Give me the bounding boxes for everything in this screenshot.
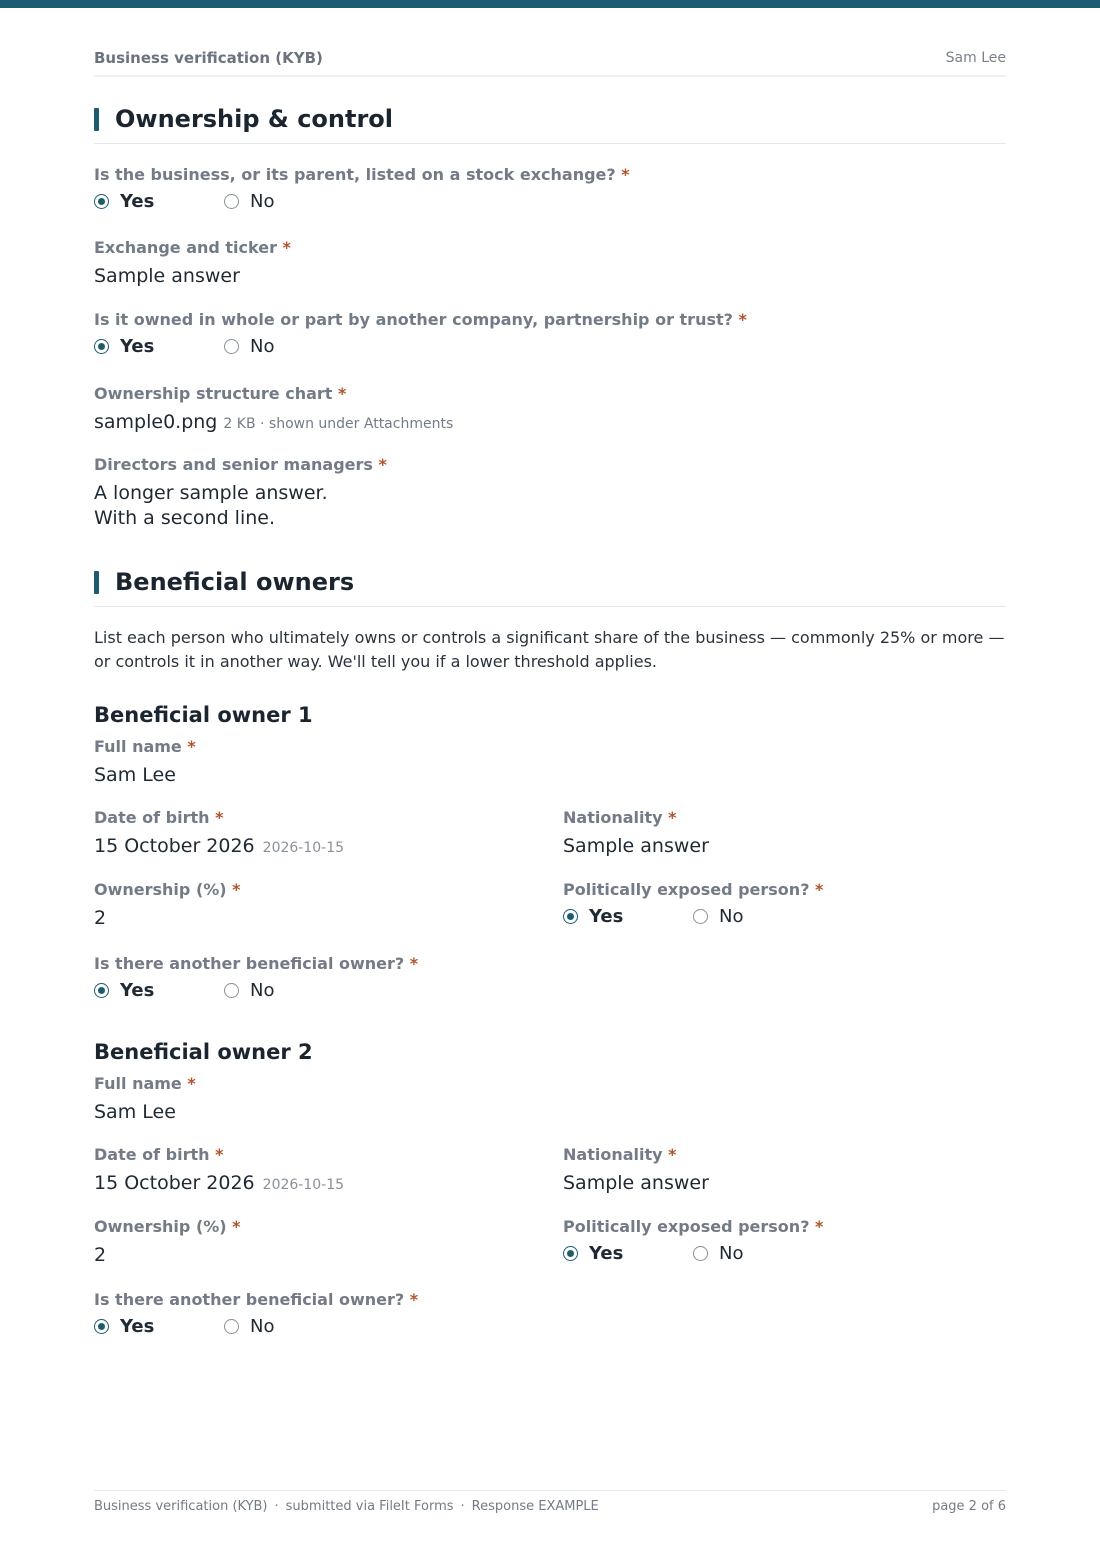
field-label: Nationality *	[563, 1145, 677, 1164]
field-value: Sample answer	[563, 835, 709, 857]
field-label: Ownership (%) *	[94, 880, 241, 899]
owner-1-another-owner	[94, 954, 418, 1002]
required-marker: *	[187, 1074, 196, 1093]
required-marker: *	[621, 165, 630, 184]
radio-option-yes[interactable]: Yes	[94, 336, 154, 357]
owner-2-ownership	[94, 1217, 241, 1268]
owner-2-full-name	[94, 1074, 196, 1125]
field-label: Directors and senior managers *	[94, 455, 387, 474]
required-marker: *	[409, 954, 419, 973]
radio-option-yes[interactable]: Yes	[94, 980, 154, 1001]
radio-unselected-icon[interactable]	[224, 1319, 239, 1334]
document-title: Business verification (KYB)	[94, 49, 323, 67]
field-label: Politically exposed person? *	[563, 880, 824, 899]
section-title: Beneficial owners	[115, 568, 355, 596]
section-marker	[94, 108, 99, 131]
required-marker: *	[378, 455, 387, 474]
footer-via: submitted via FileIt Forms	[285, 1499, 454, 1514]
footer-response: Response EXAMPLE	[471, 1499, 599, 1514]
field-label: Is there another beneficial owner? *	[94, 954, 419, 973]
field-value: Sam Lee	[94, 764, 176, 786]
field-label: Exchange and ticker *	[94, 238, 291, 257]
radio-selected-icon[interactable]	[94, 339, 109, 354]
radio-unselected-icon[interactable]	[224, 194, 239, 209]
top-accent-bar	[0, 0, 1100, 8]
owner-2-nationality	[563, 1145, 709, 1196]
field-label: Ownership (%) *	[94, 1217, 241, 1236]
field-label: Date of birth *	[94, 808, 224, 827]
field-label: Is the business, or its parent, listed on a stock exchange? *	[94, 165, 630, 184]
field-label: Is there another beneficial owner? *	[94, 1290, 419, 1309]
user-name: Sam Lee	[945, 50, 1006, 66]
radio-option-yes[interactable]: Yes	[563, 906, 623, 927]
radio-option-no[interactable]: No	[693, 906, 743, 927]
radio-unselected-icon[interactable]	[693, 909, 708, 924]
radio-selected-icon[interactable]	[563, 1246, 578, 1261]
field-listed-exchange	[94, 165, 630, 213]
owner-1-date-of-birth	[94, 808, 344, 861]
required-marker: *	[338, 384, 347, 403]
field-owned-by-entity	[94, 310, 747, 358]
radio-option-no[interactable]: No	[693, 1243, 743, 1264]
radio-option-no[interactable]: No	[224, 1316, 274, 1337]
owner-2-another-owner	[94, 1290, 418, 1338]
radio-unselected-icon[interactable]	[693, 1246, 708, 1261]
iso-date: 2026-10-15	[262, 1177, 345, 1193]
required-marker: *	[187, 737, 196, 756]
radio-selected-icon[interactable]	[563, 909, 578, 924]
required-marker: *	[815, 880, 824, 899]
radio-selected-icon[interactable]	[94, 983, 109, 998]
required-marker: *	[232, 1217, 241, 1236]
radio-selected-icon[interactable]	[94, 194, 109, 209]
owner-1-pep	[563, 880, 823, 928]
owner-2-pep	[563, 1217, 823, 1265]
section-marker	[94, 571, 99, 594]
radio-option-yes[interactable]: Yes	[563, 1243, 623, 1264]
radio-group	[94, 1316, 418, 1338]
required-marker: *	[282, 238, 291, 257]
attachment-meta: 2 KB · shown under Attachments	[223, 416, 454, 432]
radio-option-yes[interactable]: Yes	[94, 191, 154, 212]
field-label: Full name *	[94, 737, 196, 756]
section-title: Ownership & control	[115, 105, 394, 133]
field-value: Sample answer	[563, 1172, 709, 1194]
field-label: Full name *	[94, 1074, 196, 1093]
field-value: 15 October 2026 2026-10-15	[94, 835, 345, 857]
required-marker: *	[409, 1290, 419, 1309]
field-label: Date of birth *	[94, 1145, 224, 1164]
owner-1-full-name	[94, 737, 196, 788]
field-label: Ownership structure chart *	[94, 384, 347, 403]
field-value: Sam Lee	[94, 1101, 176, 1123]
field-value-line-2: With a second line.	[94, 507, 275, 529]
iso-date: 2026-10-15	[262, 840, 345, 856]
required-marker: *	[815, 1217, 824, 1236]
section-beneficial-owners	[94, 568, 1006, 607]
required-marker: *	[668, 1145, 677, 1164]
radio-option-yes[interactable]: Yes	[94, 1316, 154, 1337]
radio-unselected-icon[interactable]	[224, 339, 239, 354]
field-directors	[94, 455, 387, 531]
footer-left: Business verification (KYB) · submitted via FileIt Forms · Response EXAMPLE	[94, 1499, 599, 1514]
owner-1-heading: Beneficial owner 1	[94, 703, 313, 727]
field-value	[94, 410, 453, 437]
attachment-filename[interactable]: sample0.png	[94, 411, 218, 433]
radio-group	[563, 906, 823, 928]
field-value: 2	[94, 907, 107, 929]
required-marker: *	[668, 808, 677, 827]
radio-group	[94, 191, 630, 213]
radio-option-no[interactable]: No	[224, 191, 274, 212]
running-header	[94, 49, 1006, 77]
owner-1-ownership	[94, 880, 241, 931]
radio-option-no[interactable]: No	[224, 336, 274, 357]
required-marker: *	[738, 310, 747, 329]
page-footer	[94, 1490, 1006, 1520]
radio-selected-icon[interactable]	[94, 1319, 109, 1334]
page-number: page 2 of 6	[932, 1499, 1006, 1514]
field-ownership-chart	[94, 384, 453, 437]
field-value: 15 October 2026 2026-10-15	[94, 1172, 345, 1194]
footer-doc: Business verification (KYB)	[94, 1499, 268, 1514]
required-marker: *	[215, 1145, 224, 1164]
field-value: Sample answer	[94, 265, 240, 287]
required-marker: *	[215, 808, 224, 827]
owner-2-date-of-birth	[94, 1145, 344, 1198]
radio-group	[94, 980, 418, 1002]
field-label: Politically exposed person? *	[563, 1217, 824, 1236]
owner-2-heading: Beneficial owner 2	[94, 1040, 313, 1064]
field-label: Is it owned in whole or part by another company, partnership or trust? *	[94, 310, 747, 329]
field-value: 2	[94, 1244, 107, 1266]
required-marker: *	[232, 880, 241, 899]
field-exchange-ticker	[94, 238, 291, 289]
radio-unselected-icon[interactable]	[224, 983, 239, 998]
section-ownership-control	[94, 105, 1006, 144]
radio-group	[563, 1243, 823, 1265]
section-intro: List each person who ultimately owns or controls a significant share of the business — commonly 25% or more — or controls it in another way. We'll tell you if a lower threshold applies.	[94, 628, 1005, 671]
field-label: Nationality *	[563, 808, 677, 827]
field-value-line-1: A longer sample answer.	[94, 482, 328, 504]
radio-option-no[interactable]: No	[224, 980, 274, 1001]
owner-1-nationality	[563, 808, 709, 859]
radio-group	[94, 336, 747, 358]
